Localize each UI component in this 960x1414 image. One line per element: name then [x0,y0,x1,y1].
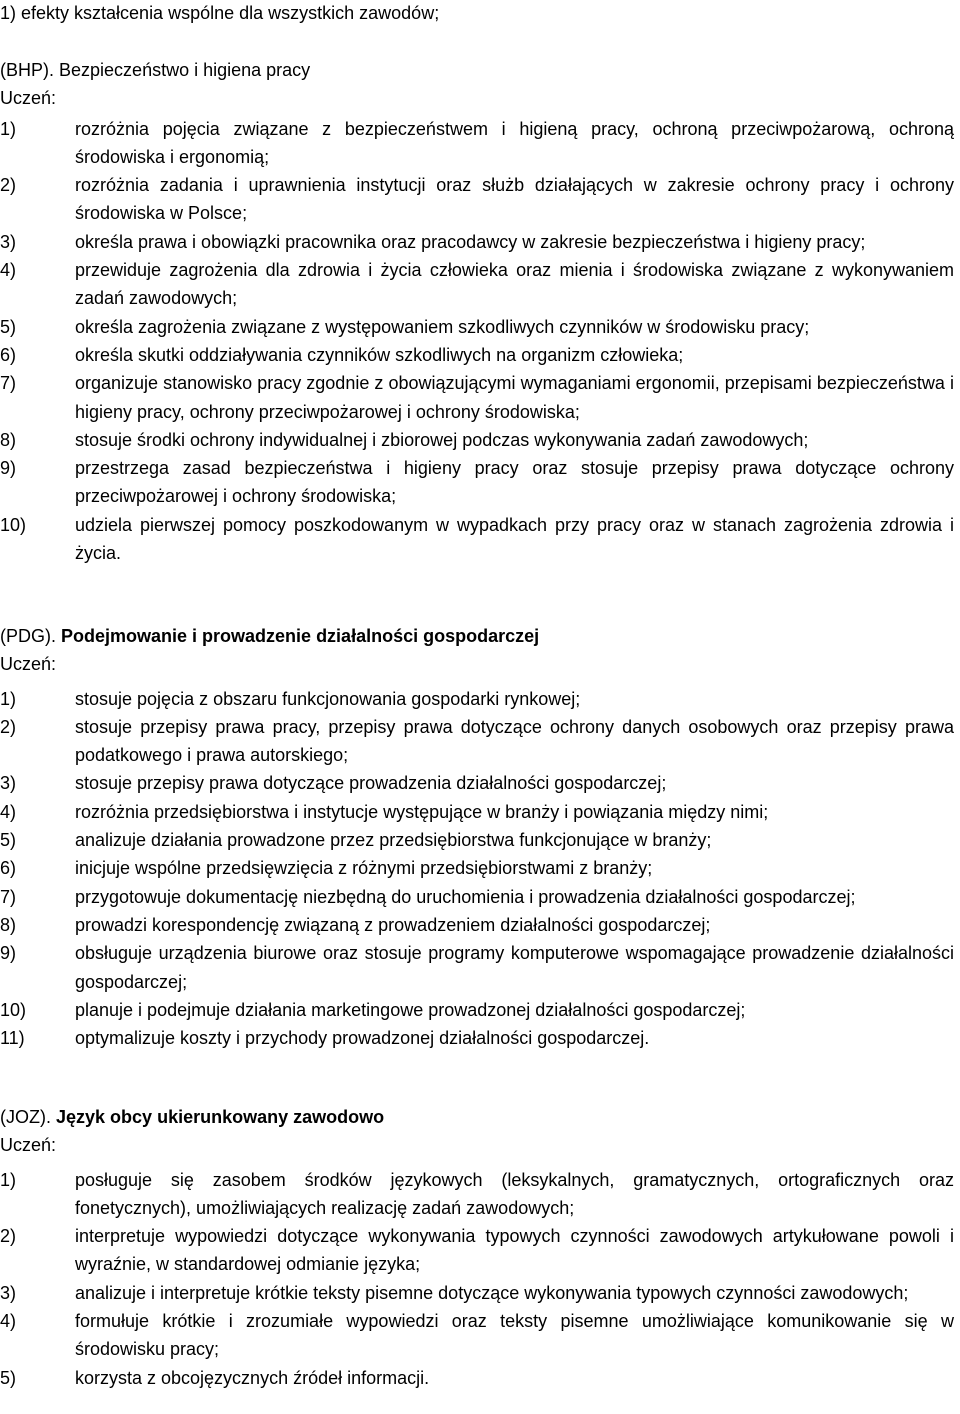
item-number: 4) [0,260,17,281]
item-number: 4) [0,801,17,822]
list-item [0,1307,954,1364]
item-number: 1) [0,688,17,709]
list-item [0,1024,954,1052]
section-title: Język obcy ukierunkowany zawodowo [56,1107,385,1127]
item-number: 11) [0,1028,25,1049]
item-number: 8) [0,914,17,935]
outcome-list [0,115,954,568]
item-text: analizuje i interpretuje krótkie teksty pisemne dotyczące wykonywania typowych czynności zawodowych; [75,1282,909,1303]
list-item [0,171,954,228]
list-item [0,313,954,341]
list-item [0,511,954,568]
item-text: optymalizuje koszty i przychody prowadzonej działalności gospodarczej. [75,1028,650,1049]
section-joz [0,1103,954,1392]
item-number: 6) [0,858,17,879]
list-item [0,1364,954,1392]
item-text: interpretuje wypowiedzi dotyczące wykonywania typowych czynności zawodowych artykułowane powoli i wyraźnie, w standardowej odmianie języka; [75,1226,954,1275]
section-code: (PDG). [0,626,56,646]
section-title: Podejmowanie i prowadzenie działalności gospodarczej [61,626,540,646]
item-text: korzysta z obcojęzycznych źródeł informacji. [75,1367,430,1388]
item-number: 7) [0,886,17,907]
item-text: rozróżnia przedsiębiorstwa i instytucje występujące w branży i powiązania między nimi; [75,801,769,822]
item-text: analizuje działania prowadzone przez przedsiębiorstwa funkcjonujące w branży; [75,830,712,851]
item-text: przestrzega zasad bezpieczeństwa i higieny pracy oraz stosuje przepisy prawa dotyczące ochrony przeciwpożarowej i ochrony środowiska; [75,458,954,507]
item-number: 8) [0,429,17,450]
item-number: 5) [0,1367,17,1388]
item-number: 3) [0,231,17,252]
list-item [0,1279,954,1307]
item-text: organizuje stanowisko pracy zgodnie z obowiązującymi wymaganiami ergonomii, przepisami bezpieczeństwa i higieny pracy, ochrony przeciwpożarowej i ochrony środowiska; [75,373,954,422]
item-text: posługuje się zasobem środków językowych (leksykalnych, gramatycznych, ortograficznych oraz fonetycznych), umożliwiających realizację zadań zawodowych; [75,1169,954,1218]
list-item [0,685,954,713]
item-text: planuje i podejmuje działania marketingowe prowadzonej działalności gospodarczej; [75,999,746,1020]
outcome-list [0,685,954,1053]
item-number: 5) [0,316,17,337]
list-item [0,883,954,911]
item-number: 3) [0,773,17,794]
list-item [0,1166,954,1223]
item-text: przygotowuje dokumentację niezbędną do uruchomienia i prowadzenia działalności gospodarczej; [75,886,856,907]
outcome-list [0,1166,954,1392]
item-text: przewiduje zagrożenia dla zdrowia i życia człowieka oraz mienia i środowiska związane z wykonywaniem zadań zawodowych; [75,260,954,309]
list-item [0,256,954,313]
item-text: stosuje pojęcia z obszaru funkcjonowania gospodarki rynkowej; [75,688,581,709]
item-text: określa prawa i obowiązki pracownika oraz pracodawcy w zakresie bezpieczeństwa i higieny pracy; [75,231,866,252]
item-number: 6) [0,344,17,365]
item-number: 7) [0,373,17,394]
list-item [0,854,954,882]
item-text: stosuje przepisy prawa pracy, przepisy prawa dotyczące ochrony danych osobowych oraz przepisy prawa podatkowego i prawa autorskiego; [75,716,954,766]
item-number: 1) [0,118,17,139]
list-item [0,369,954,426]
item-text: rozróżnia pojęcia związane z bezpieczeństwem i higieną pracy, ochroną przeciwpożarową, ochroną środowiska i ergonomią; [75,118,954,167]
learner-label: Uczeń: [0,88,57,109]
learner-label: Uczeń: [0,1135,57,1156]
list-item [0,911,954,939]
item-number: 10) [0,514,27,535]
section-code: (JOZ). [0,1107,51,1127]
item-text: określa zagrożenia związane z występowaniem szkodliwych czynników w środowisku pracy; [75,316,810,337]
list-item [0,341,954,369]
item-number: 4) [0,1311,17,1332]
item-number: 2) [0,1226,17,1247]
section-heading [0,56,954,84]
section-heading [0,622,954,650]
section-heading [0,1103,954,1131]
list-item [0,426,954,454]
section-title: Bezpieczeństwo i higiena pracy [59,60,311,80]
item-text: udziela pierwszej pomocy poszkodowanym w wypadkach przy pracy oraz w stanach zagrożenia zdrowia i życia. [75,514,954,564]
learner-label: Uczeń: [0,654,57,675]
item-text: określa skutki oddziaływania czynników szkodliwych na organizm człowieka; [75,344,684,365]
intro-heading: 1) efekty kształcenia wspólne dla wszystkich zawodów; [0,3,440,23]
list-item [0,996,954,1024]
item-number: 2) [0,175,17,196]
list-item [0,115,954,172]
item-text: inicjuje wspólne przedsięwzięcia z różnymi przedsiębiorstwami z branży; [75,858,653,879]
list-item [0,826,954,854]
list-item [0,713,954,770]
list-item [0,798,954,826]
item-text: rozróżnia zadania i uprawnienia instytucji oraz służb działających w zakresie ochrony pracy i ochrony środowiska w Polsce; [75,175,954,224]
item-number: 1) [0,1169,17,1190]
item-number: 2) [0,716,17,737]
item-text: stosuje środki ochrony indywidualnej i zbiorowej podczas wykonywania zadań zawodowych; [75,429,809,450]
item-text: stosuje przepisy prawa dotyczące prowadzenia działalności gospodarczej; [75,773,667,794]
list-item [0,769,954,797]
item-text: prowadzi korespondencję związaną z prowadzeniem działalności gospodarczej; [75,914,711,935]
item-text: obsługuje urządzenia biurowe oraz stosuje programy komputerowe wspomagające prowadzenie działalności gospodarczej; [75,943,954,992]
list-item [0,228,954,256]
list-item [0,939,954,996]
item-number: 9) [0,458,17,479]
section-pdg [0,622,954,1052]
section-bhp [0,56,954,567]
section-code: (BHP). [0,60,54,80]
item-text: formułuje krótkie i zrozumiałe wypowiedzi oraz teksty pisemne umożliwiające komunikowanie się w środowisku pracy; [75,1311,954,1360]
item-number: 10) [0,999,27,1020]
list-item [0,454,954,511]
item-number: 5) [0,830,17,851]
item-number: 9) [0,943,17,964]
list-item [0,1222,954,1279]
item-number: 3) [0,1282,17,1303]
